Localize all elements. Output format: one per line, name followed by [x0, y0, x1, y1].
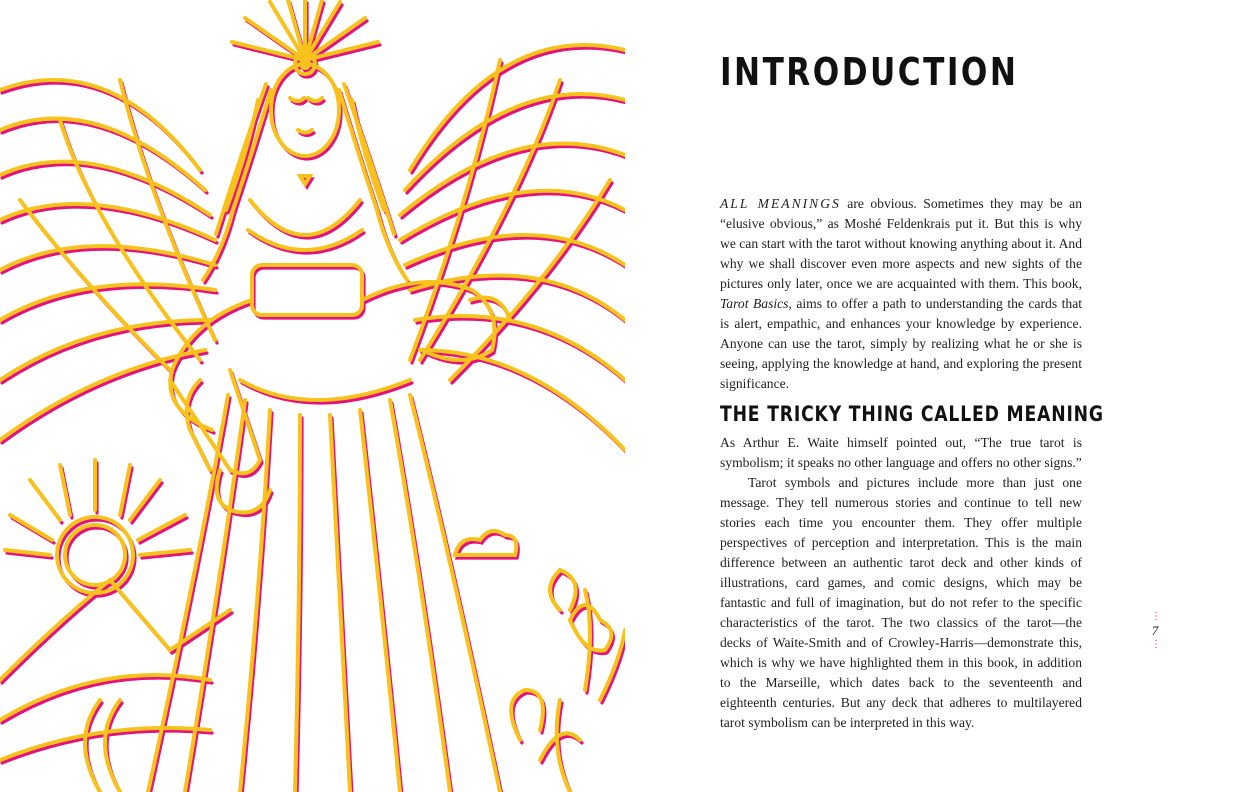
intro-paragraph: [720, 194, 1082, 394]
lead-in: ALL MEANINGS: [720, 196, 841, 211]
intro-text-a: are obvious. Sometimes they may be an “elusive obvious,” as Moshé Feldenkrais put it. But this is why we can start with the tarot without knowing anything about it. And why we shall discover even more aspects and new sights of the pictures only later, once we are acquainted with them. This book,: [720, 196, 1082, 291]
section-heading: THE TRICKY THING CALLED MEANING: [720, 402, 1104, 426]
page-number: 7: [1151, 623, 1159, 638]
text-page: [625, 0, 1248, 792]
section-paragraph-1: As Arthur E. Waite himself pointed out, “The true tarot is symbolism; it speaks no other language and offers no other signs.”: [720, 435, 1082, 470]
folio-dots-top: ⋮: [1151, 611, 1161, 622]
section-body: [720, 433, 1082, 733]
book-title: Tarot Basics: [720, 296, 789, 311]
intro-text-b: , aims to offer a path to understanding the cards that is alert, empathic, and enhances your knowledge by experience. Anyone can use the tarot, simply by realizing what he or she is seeing, applying the knowledge at hand, and exploring the present significance.: [720, 296, 1083, 391]
section-paragraph-2: Tarot symbols and pictures include more than just one message. They tell numerous stories and continue to tell new stories each time you encounter them. They offer multiple perspectives of perception and interpretation. This is the main difference between an authentic tarot deck and other kinds of illustrations, card games, and comic designs, which may be fantastic and full of imagination, but do not refer to the specific characteristics of the tarot. The two classics of the tarot—the decks of Waite-Smith and of Crowley-Harris—demonstrate this, which is why we have highlighted them in this book, in addition to the Marseille, which dates back to the seventeenth and eighteenth centuries. But any deck that adheres to multilayered tarot symbolism can be interpreted in this way.: [720, 475, 1082, 730]
folio: [1151, 611, 1161, 650]
folio-dots-bottom: ⋮: [1151, 639, 1161, 650]
page-title: INTRODUCTION: [720, 50, 1019, 94]
